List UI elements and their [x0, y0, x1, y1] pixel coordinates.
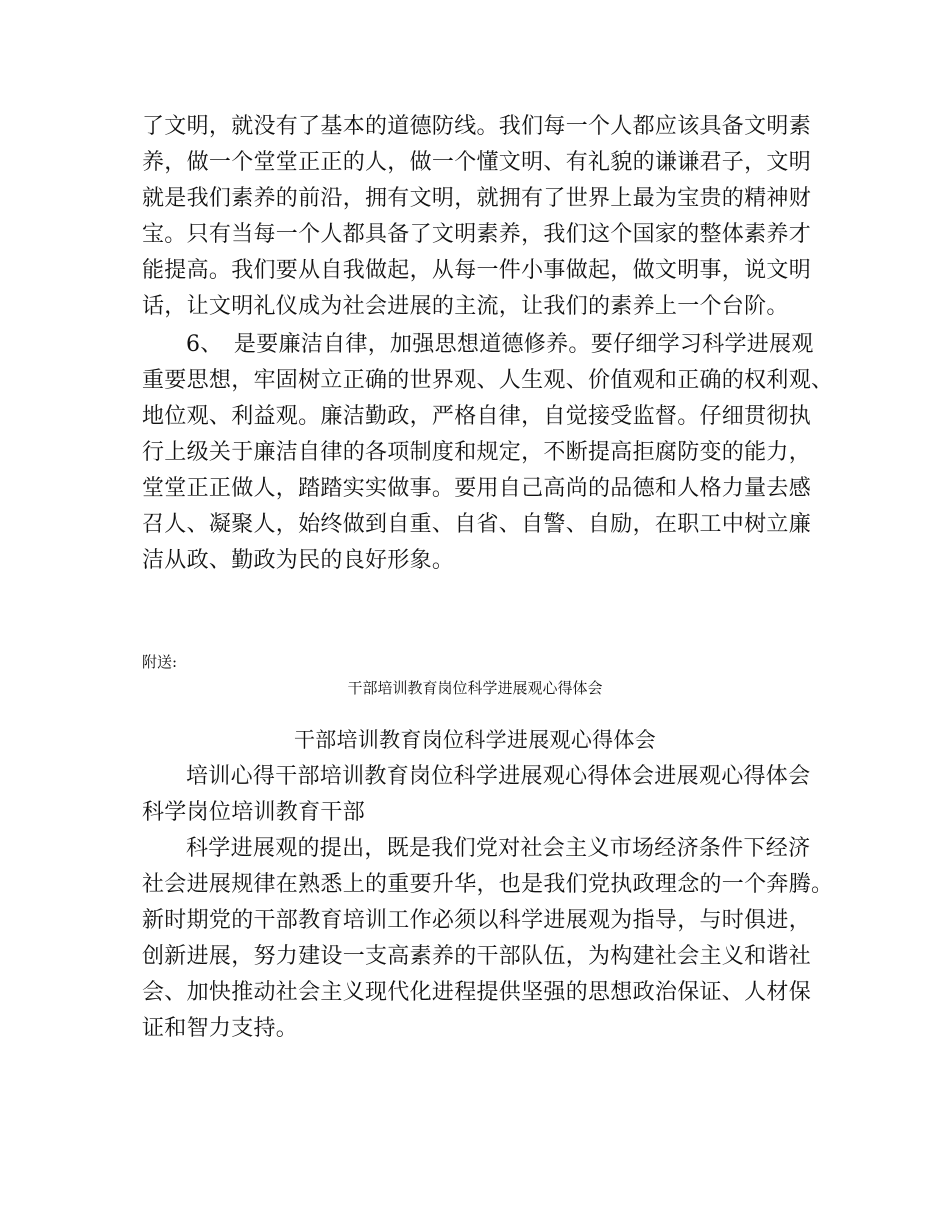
paragraph-line: 重要思想，牢固树立正确的世界观、人生观、价值观和正确的权利观、 — [142, 368, 834, 393]
paragraph-line: 会、加快推动社会主义现代化进程提供坚强的思想政治保证、人材保 — [142, 980, 812, 1005]
paragraph-line: 创新进展，努力建设一支高素养的干部队伍，为构建社会主义和谐社 — [142, 944, 812, 969]
keywords-line: 培训心得干部培训教育岗位科学进展观心得体会进展观心得体会 — [186, 764, 811, 789]
appendix-label: 附送: — [142, 653, 178, 671]
appendix-title: 干部培训教育岗位科学进展观心得体会 — [293, 728, 657, 752]
paragraph-line: 堂堂正正做人，踏踏实实做事。要用自己高尚的品德和人格力量去感 — [142, 476, 812, 501]
paragraph-line: 能提高。我们要从自我做起，从每一件小事做起，做文明事，说文明 — [142, 258, 812, 283]
paragraph-line: 宝。只有当每一个人都具备了文明素养，我们这个国家的整体素养才 — [142, 222, 812, 247]
paragraph-line: 话，让文明礼仪成为社会进展的主流，让我们的素养上一个台阶。 — [142, 294, 789, 319]
paragraph-line: 地位观、利益观。廉洁勤政，严格自律，自觉接受监督。仔细贯彻执 — [142, 404, 812, 429]
paragraph-line: 洁从政、勤政为民的良好形象。 — [142, 548, 455, 573]
paragraph-line: 就是我们素养的前沿，拥有文明，就拥有了世界上最为宝贵的精神财 — [142, 186, 812, 211]
paragraph-line: 证和智力支持。 — [142, 1016, 299, 1041]
paragraph-line: 召人、凝聚人，始终做到自重、自省、自警、自励，在职工中树立廉 — [142, 512, 812, 537]
paragraph-line: 新时期党的干部教育培训工作必须以科学进展观为指导，与时俱进， — [142, 908, 812, 933]
paragraph-line: 社会进展规律在熟悉上的重要升华，也是我们党执政理念的一个奔腾。 — [142, 872, 834, 897]
appendix-small-title: 干部培训教育岗位科学进展观心得体会 — [347, 679, 603, 697]
paragraph-line: 养，做一个堂堂正正的人，做一个懂文明、有礼貌的谦谦君子，文明 — [142, 150, 812, 175]
paragraph-line: 行上级关于廉洁自律的各项制度和规定，不断提高拒腐防变的能力， — [142, 440, 812, 465]
paragraph-line: 科学进展观的提出，既是我们党对社会主义市场经济条件下经济 — [186, 836, 811, 861]
keywords-line: 科学岗位培训教育干部 — [142, 800, 366, 825]
paragraph-line: 了文明，就没有了基本的道德防线。我们每一个人都应该具备文明素 — [142, 114, 812, 139]
paragraph-line: 6、 是要廉洁自律，加强思想道德修养。要仔细学习科学进展观 — [186, 332, 814, 357]
